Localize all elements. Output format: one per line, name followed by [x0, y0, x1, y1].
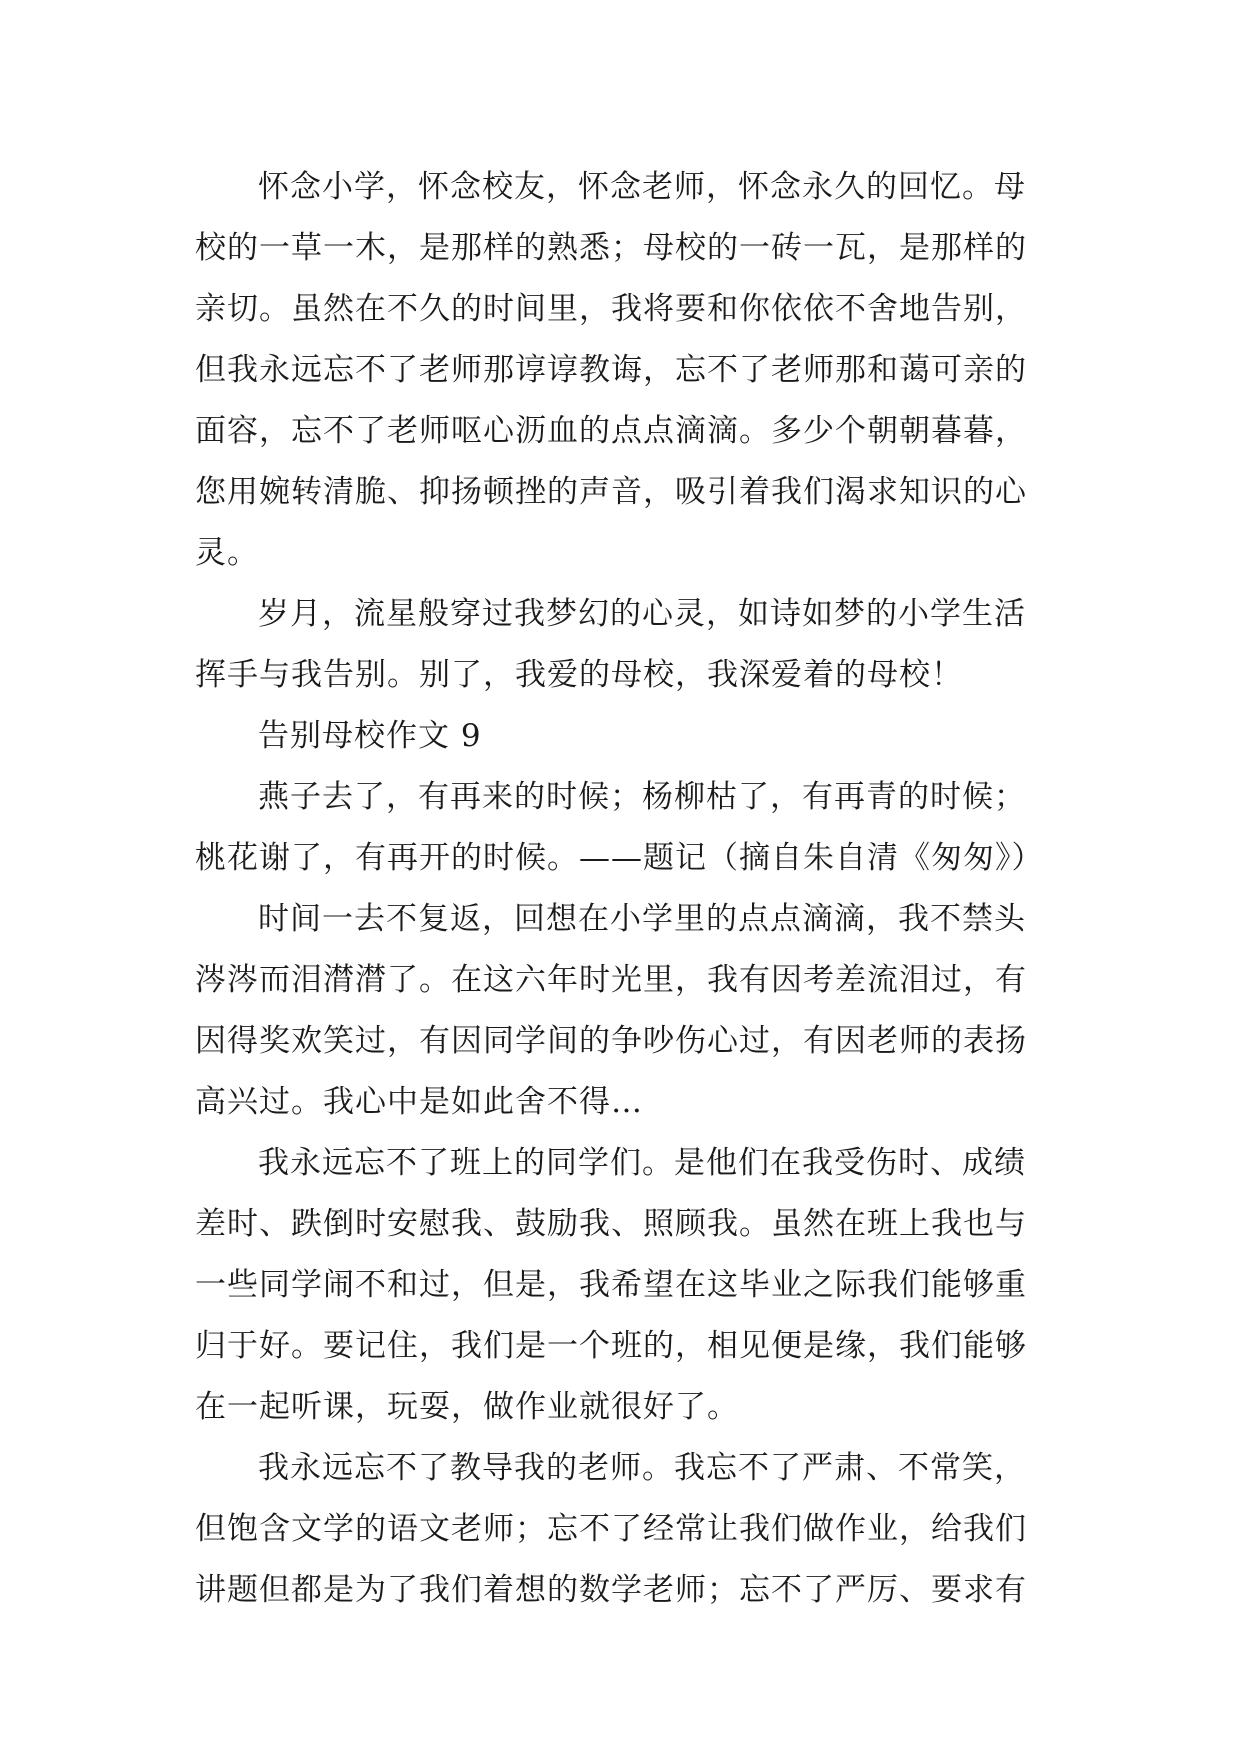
text-line: 一些同学闹不和过，但是，我希望在这毕业之际我们能够重 — [195, 1267, 1027, 1303]
text-line: 归于好。要记住，我们是一个班的，相见便是缘，我们能够 — [195, 1328, 1027, 1364]
text-line: 校的一草一木，是那样的熟悉；母校的一砖一瓦，是那样的 — [195, 230, 1027, 266]
text-line: 燕子去了，有再来的时候；杨柳枯了，有再青的时候； — [258, 779, 1026, 815]
text-line: 高兴过。我心中是如此舍不得… — [195, 1084, 643, 1120]
text-line: 亲切。虽然在不久的时间里，我将要和你依依不舍地告别， — [195, 291, 1027, 327]
text-line: 在一起听课，玩耍，做作业就很好了。 — [195, 1389, 739, 1425]
text-line: 时间一去不复返，回想在小学里的点点滴滴，我不禁头 — [258, 901, 1026, 937]
text-line: 但我永远忘不了老师那谆谆教诲，忘不了老师那和蔼可亲的 — [195, 352, 1027, 388]
text-line: 怀念小学，怀念校友，怀念老师，怀念永久的回忆。母 — [258, 169, 1026, 205]
text-line: 讲题但都是为了我们着想的数学老师；忘不了严厉、要求有 — [195, 1572, 1027, 1608]
text-line: 我永远忘不了教导我的老师。我忘不了严肃、不常笑， — [258, 1450, 1026, 1486]
text-line: 我永远忘不了班上的同学们。是他们在我受伤时、成绩 — [258, 1145, 1026, 1181]
text-line: 但饱含文学的语文老师；忘不了经常让我们做作业，给我们 — [195, 1511, 1027, 1547]
text-line: 您用婉转清脆、抑扬顿挫的声音，吸引着我们渴求知识的心 — [195, 474, 1027, 510]
text-line: 桃花谢了，有再开的时候。——题记（摘自朱自清《匆匆》） — [195, 840, 1044, 876]
text-line: 因得奖欢笑过，有因同学间的争吵伤心过，有因老师的表扬 — [195, 1023, 1027, 1059]
text-line: 岁月，流星般穿过我梦幻的心灵，如诗如梦的小学生活 — [258, 596, 1026, 632]
text-line: 灵。 — [195, 535, 259, 571]
text-line: 涔涔而泪潸潸了。在这六年时光里，我有因考差流泪过，有 — [195, 962, 1027, 998]
text-line: 差时、跌倒时安慰我、鼓励我、照顾我。虽然在班上我也与 — [195, 1206, 1027, 1242]
essay-body — [195, 157, 1065, 1621]
text-line: 挥手与我告别。别了，我爱的母校，我深爱着的母校！ — [195, 657, 963, 693]
section-heading: 告别母校作文 9 — [258, 718, 482, 754]
text-line: 面容，忘不了老师呕心沥血的点点滴滴。多少个朝朝暮暮， — [195, 413, 1027, 449]
